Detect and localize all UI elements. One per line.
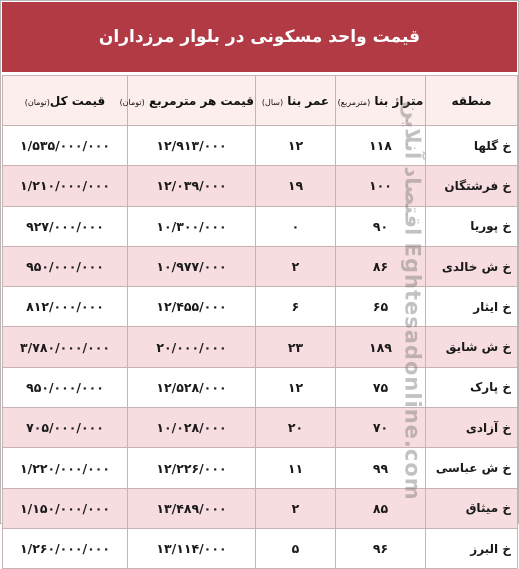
table-row bbox=[3, 206, 518, 246]
cell-price-per-meter: ۲۰/۰۰۰/۰۰۰ bbox=[128, 327, 256, 367]
cell-area: خ پارک bbox=[426, 367, 518, 407]
cell-age: ۲۳ bbox=[256, 327, 336, 367]
watermark-en: Eghtesadonline.com bbox=[401, 242, 426, 501]
table-row bbox=[3, 126, 518, 166]
cell-price-per-meter: ۱۳/۴۸۹/۰۰۰ bbox=[128, 488, 256, 528]
cell-age: ۰ bbox=[256, 206, 336, 246]
cell-total-price: ۹۲۷/۰۰۰/۰۰۰ bbox=[3, 206, 128, 246]
table-row bbox=[3, 448, 518, 488]
cell-price-per-meter: ۱۰/۹۷۷/۰۰۰ bbox=[128, 246, 256, 286]
cell-area: خ میثاق bbox=[426, 488, 518, 528]
cell-area: خ ش شایق bbox=[426, 327, 518, 367]
cell-price-per-meter: ۱۲/۹۱۳/۰۰۰ bbox=[128, 126, 256, 166]
cell-price-per-meter: ۱۳/۱۱۴/۰۰۰ bbox=[128, 528, 256, 568]
cell-total-price: ۱/۵۳۵/۰۰۰/۰۰۰ bbox=[3, 126, 128, 166]
cell-age: ۲۰ bbox=[256, 408, 336, 448]
cell-size: ۱۰۰ bbox=[336, 166, 426, 206]
cell-age: ۱۲ bbox=[256, 126, 336, 166]
cell-total-price: ۱/۲۲۰/۰۰۰/۰۰۰ bbox=[3, 448, 128, 488]
cell-price-per-meter: ۱۰/۳۰۰/۰۰۰ bbox=[128, 206, 256, 246]
cell-area: خ آزادی bbox=[426, 408, 518, 448]
cell-area: خ گلها bbox=[426, 126, 518, 166]
cell-area: خ ش عباسی bbox=[426, 448, 518, 488]
table-row bbox=[3, 327, 518, 367]
cell-size: ۸۶ bbox=[336, 246, 426, 286]
cell-size: ۷۵ bbox=[336, 367, 426, 407]
cell-size: ۶۵ bbox=[336, 287, 426, 327]
cell-price-per-meter: ۱۲/۰۳۹/۰۰۰ bbox=[128, 166, 256, 206]
cell-size: ۱۸۹ bbox=[336, 327, 426, 367]
cell-price-per-meter: ۱۲/۴۵۵/۰۰۰ bbox=[128, 287, 256, 327]
cell-price-per-meter: ۱۲/۲۲۶/۰۰۰ bbox=[128, 448, 256, 488]
cell-area: خ البرز bbox=[426, 528, 518, 568]
cell-total-price: ۹۵۰/۰۰۰/۰۰۰ bbox=[3, 246, 128, 286]
cell-total-price: ۹۵۰/۰۰۰/۰۰۰ bbox=[3, 367, 128, 407]
cell-total-price: ۱/۲۱۰/۰۰۰/۰۰۰ bbox=[3, 166, 128, 206]
cell-size: ۹۶ bbox=[336, 528, 426, 568]
table-row bbox=[3, 408, 518, 448]
cell-total-price: ۳/۷۸۰/۰۰۰/۰۰۰ bbox=[3, 327, 128, 367]
header-row bbox=[3, 76, 518, 126]
cell-size: ۹۰ bbox=[336, 206, 426, 246]
table-row bbox=[3, 367, 518, 407]
cell-price-per-meter: ۱۲/۵۲۸/۰۰۰ bbox=[128, 367, 256, 407]
cell-age: ۱۲ bbox=[256, 367, 336, 407]
cell-age: ۱۱ bbox=[256, 448, 336, 488]
table-row bbox=[3, 287, 518, 327]
page-title: قیمت واحد مسکونی در بلوار مرزداران bbox=[98, 27, 421, 47]
cell-area: خ ش خالدی bbox=[426, 246, 518, 286]
title-bar bbox=[2, 2, 517, 74]
header-area: منطقه bbox=[426, 76, 518, 126]
table-row bbox=[3, 528, 518, 568]
cell-size: ۷۰ bbox=[336, 408, 426, 448]
cell-age: ۱۹ bbox=[256, 166, 336, 206]
cell-age: ۲ bbox=[256, 488, 336, 528]
cell-area: خ فرشتگان bbox=[426, 166, 518, 206]
header-price-per-meter: قیمت هر مترمربع (تومان) bbox=[128, 76, 256, 126]
header-size: متراژ بنا (مترمربع) bbox=[336, 76, 426, 126]
table-row bbox=[3, 166, 518, 206]
cell-total-price: ۷۰۵/۰۰۰/۰۰۰ bbox=[3, 408, 128, 448]
cell-area: خ پوریا bbox=[426, 206, 518, 246]
cell-total-price: ۱/۲۶۰/۰۰۰/۰۰۰ bbox=[3, 528, 128, 568]
cell-area: خ ایثار bbox=[426, 287, 518, 327]
table-row bbox=[3, 246, 518, 286]
cell-total-price: ۱/۱۵۰/۰۰۰/۰۰۰ bbox=[3, 488, 128, 528]
cell-size: ۱۱۸ bbox=[336, 126, 426, 166]
watermark-fa: اقتصاد آنلاین bbox=[401, 101, 426, 236]
price-table bbox=[2, 75, 518, 569]
cell-size: ۸۵ bbox=[336, 488, 426, 528]
cell-age: ۲ bbox=[256, 246, 336, 286]
table-row bbox=[3, 488, 518, 528]
cell-age: ۶ bbox=[256, 287, 336, 327]
cell-age: ۵ bbox=[256, 528, 336, 568]
cell-size: ۹۹ bbox=[336, 448, 426, 488]
header-total-price: قیمت کل(تومان) bbox=[3, 76, 128, 126]
header-age: عمر بنا (سال) bbox=[256, 76, 336, 126]
cell-price-per-meter: ۱۰/۰۲۸/۰۰۰ bbox=[128, 408, 256, 448]
cell-total-price: ۸۱۲/۰۰۰/۰۰۰ bbox=[3, 287, 128, 327]
